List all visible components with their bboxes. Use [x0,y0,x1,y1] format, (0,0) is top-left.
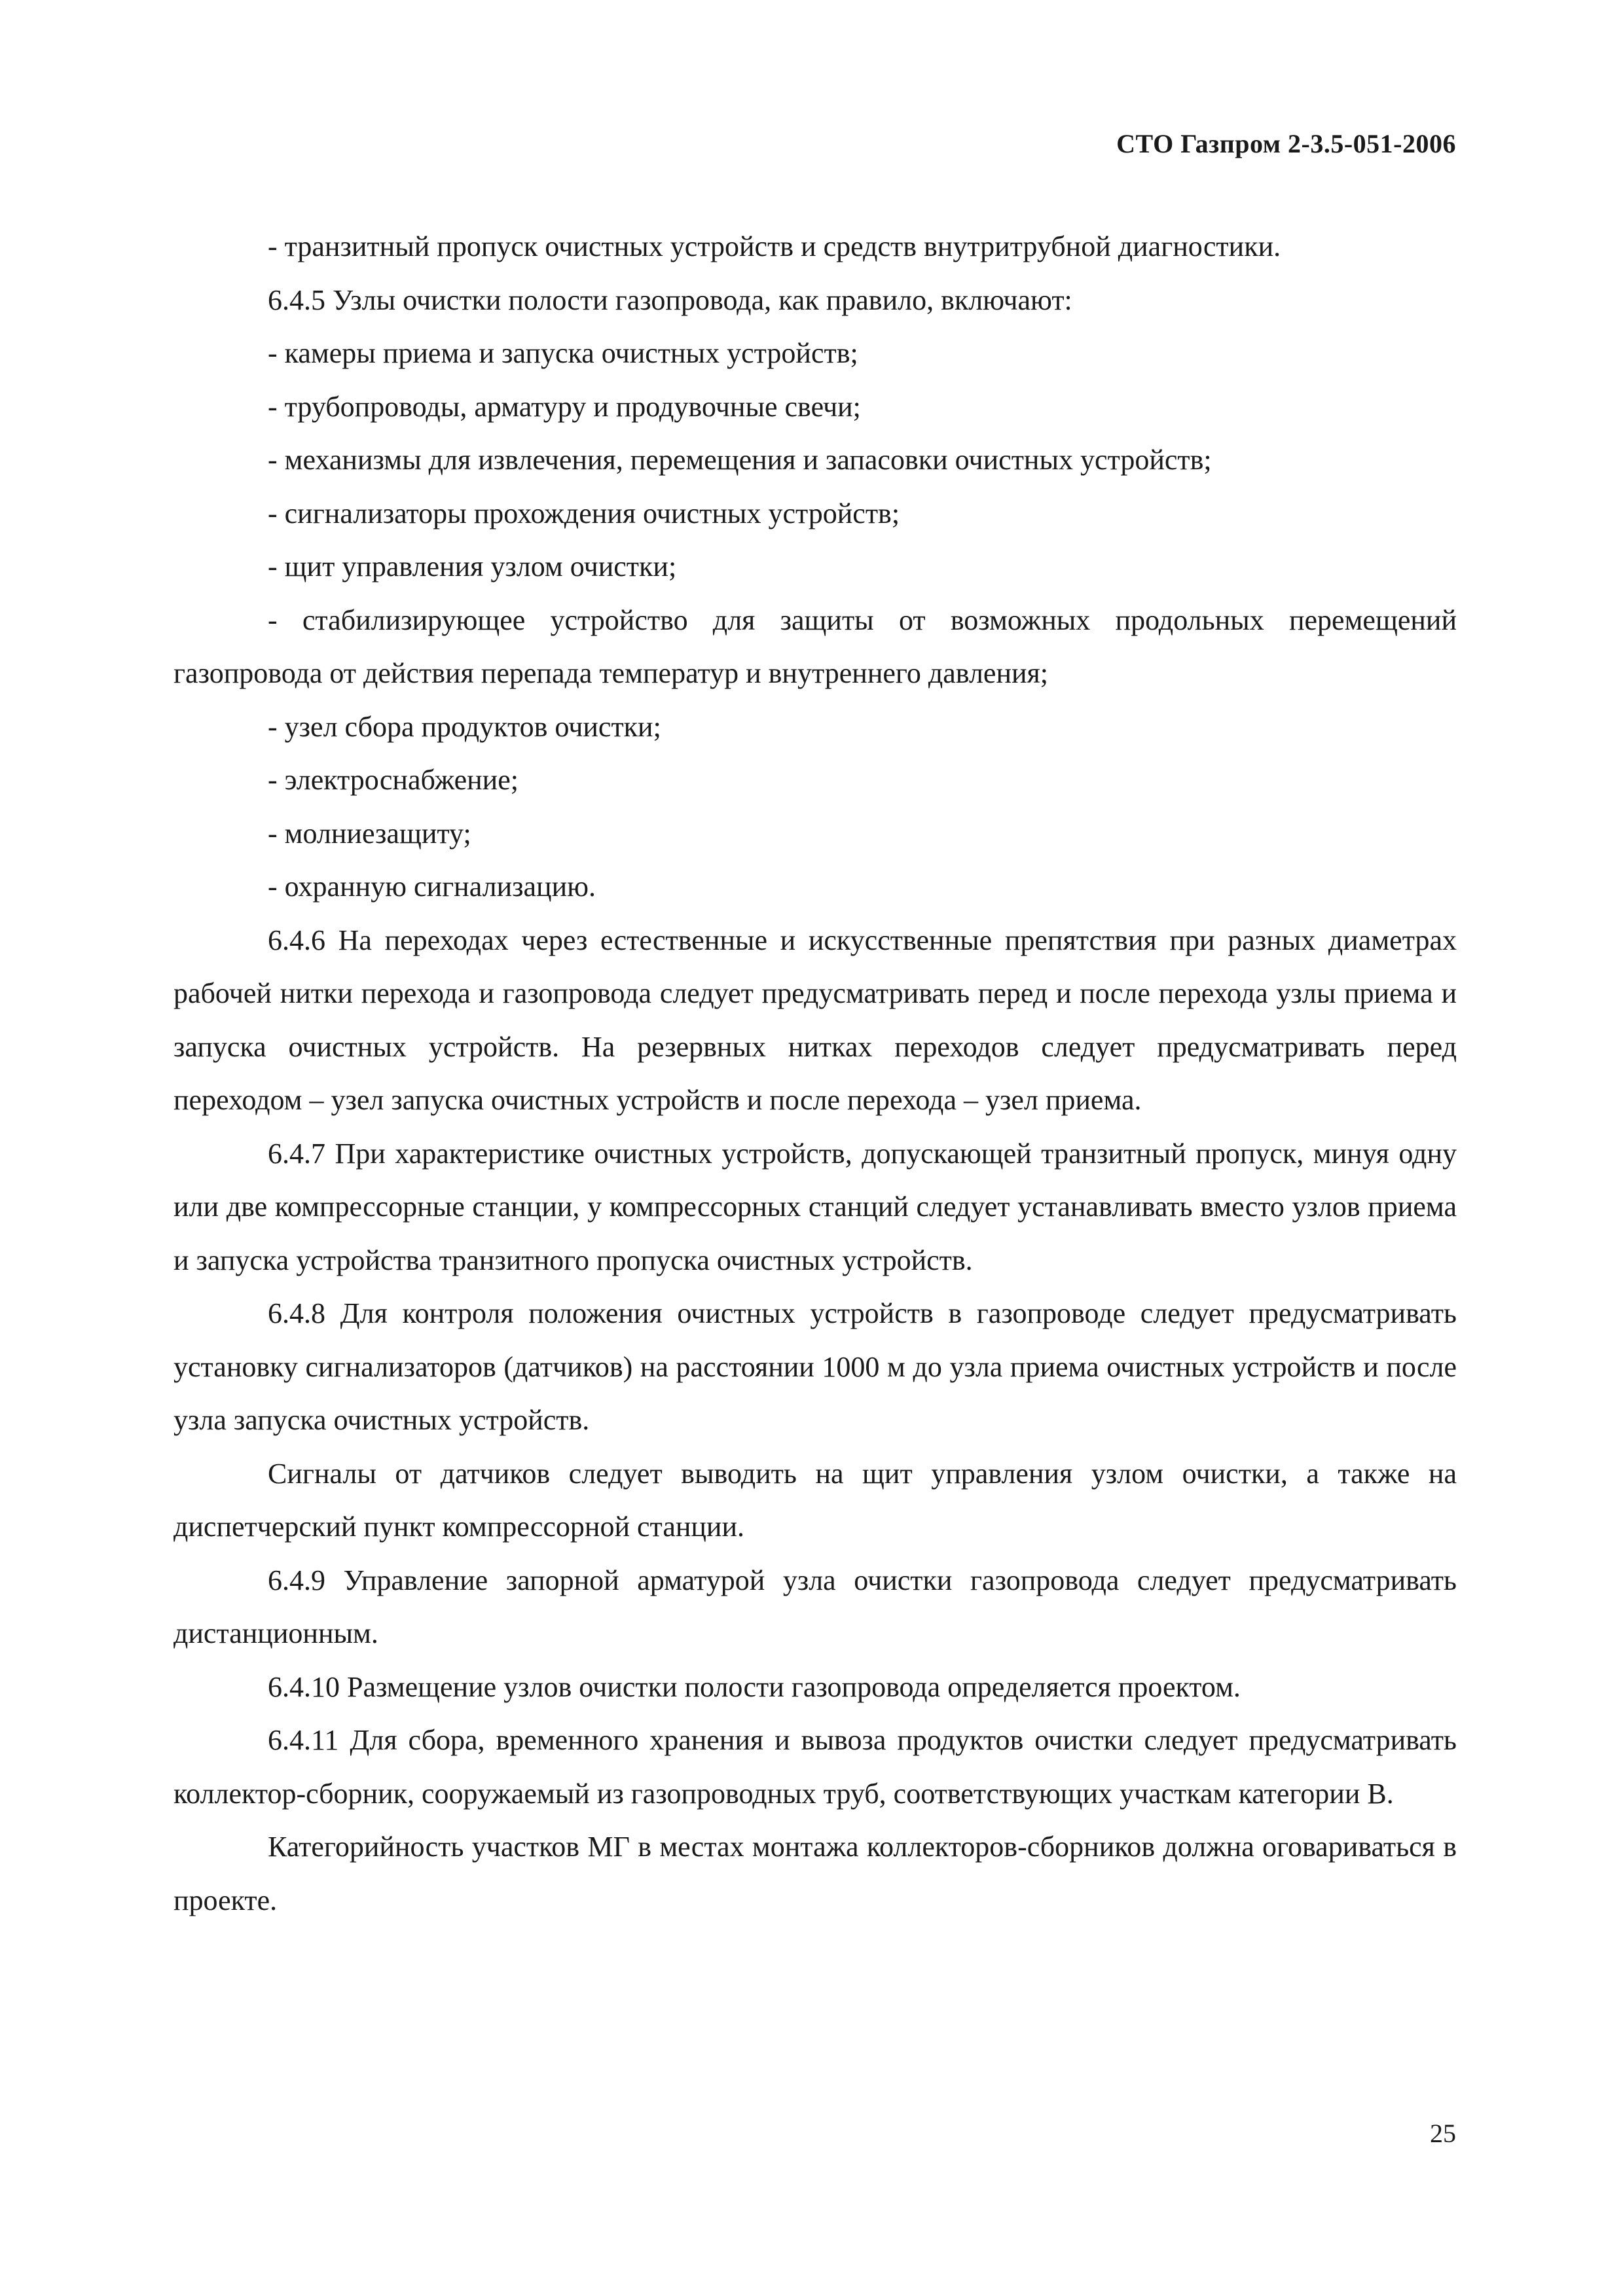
list-item: - стабилизирующее устройство для защиты от возможных продольных перемещений газопровода от действия перепада температур и внутреннего давления; [173,603,1457,689]
list-item: - узел сбора продуктов очистки; [268,710,661,743]
list-item: - электроснабжение; [268,764,519,796]
section-paragraph: 6.4.10 Размещение узлов очистки полости газопровода определяется проектом. [268,1670,1241,1703]
list-item: - транзитный пропуск очистных устройств и средств внутритрубной диагностики. [268,230,1281,262]
list-item: - охранную сигнализацию. [268,870,596,903]
list-item: - трубопроводы, арматуру и продувочные свечи; [268,390,861,423]
section-paragraph: 6.4.11 Для сбора, временного хранения и вывоза продуктов очистки следует предусматривать коллектор-сборник, сооружаемый из газопроводных труб, соответствующих участкам категории В. [173,1724,1457,1810]
section-paragraph: 6.4.8 Для контроля положения очистных устройств в газопроводе следует предусматривать установку сигнализаторов (датчиков) на расстоянии 1000 м до узла приема очистных устройств и после узла запуска очистных устройств. [173,1297,1457,1436]
section-paragraph: 6.4.6 На переходах через естественные и искусственные препятствия при разных диаметрах рабочей нитки перехода и газопровода следует предусматривать перед и после перехода узлы приема и запуска очистных устройств. На резервных нитках переходов следует предусматривать перед переходом – узел запуска очистных устройств и после перехода – узел приема. [173,924,1457,1116]
body-paragraph: Категорийность участков МГ в местах монтажа коллекторов-сборников должна оговариваться в проекте. [173,1831,1457,1916]
section-paragraph: 6.4.7 При характеристике очистных устройств, допускающей транзитный пропуск, минуя одну или две компрессорные станции, у компрессорных станций следует устанавливать вместо узлов приема и запуска устройства транзитного пропуска очистных устройств. [173,1137,1457,1276]
body-paragraph: Сигналы от датчиков следует выводить на щит управления узлом очистки, а также на диспетчерский пункт компрессорной станции. [173,1457,1457,1543]
page-number: 25 [1430,2119,1456,2148]
list-item: - сигнализаторы прохождения очистных устройств; [268,497,900,529]
list-item: - механизмы для извлечения, перемещения и запасовки очистных устройств; [268,444,1212,476]
section-paragraph: 6.4.9 Управление запорной арматурой узла очистки газопровода следует предусматривать дистанционным. [173,1564,1457,1649]
section-paragraph: 6.4.5 Узлы очистки полости газопровода, как правило, включают: [268,283,1072,316]
list-item: - молниезащиту; [268,817,471,850]
list-item: - щит управления узлом очистки; [268,550,677,583]
document-body [173,220,1457,1927]
list-item: - камеры приема и запуска очистных устройств; [268,337,858,369]
document-code-header: СТО Газпром 2-3.5-051-2006 [1116,129,1456,158]
